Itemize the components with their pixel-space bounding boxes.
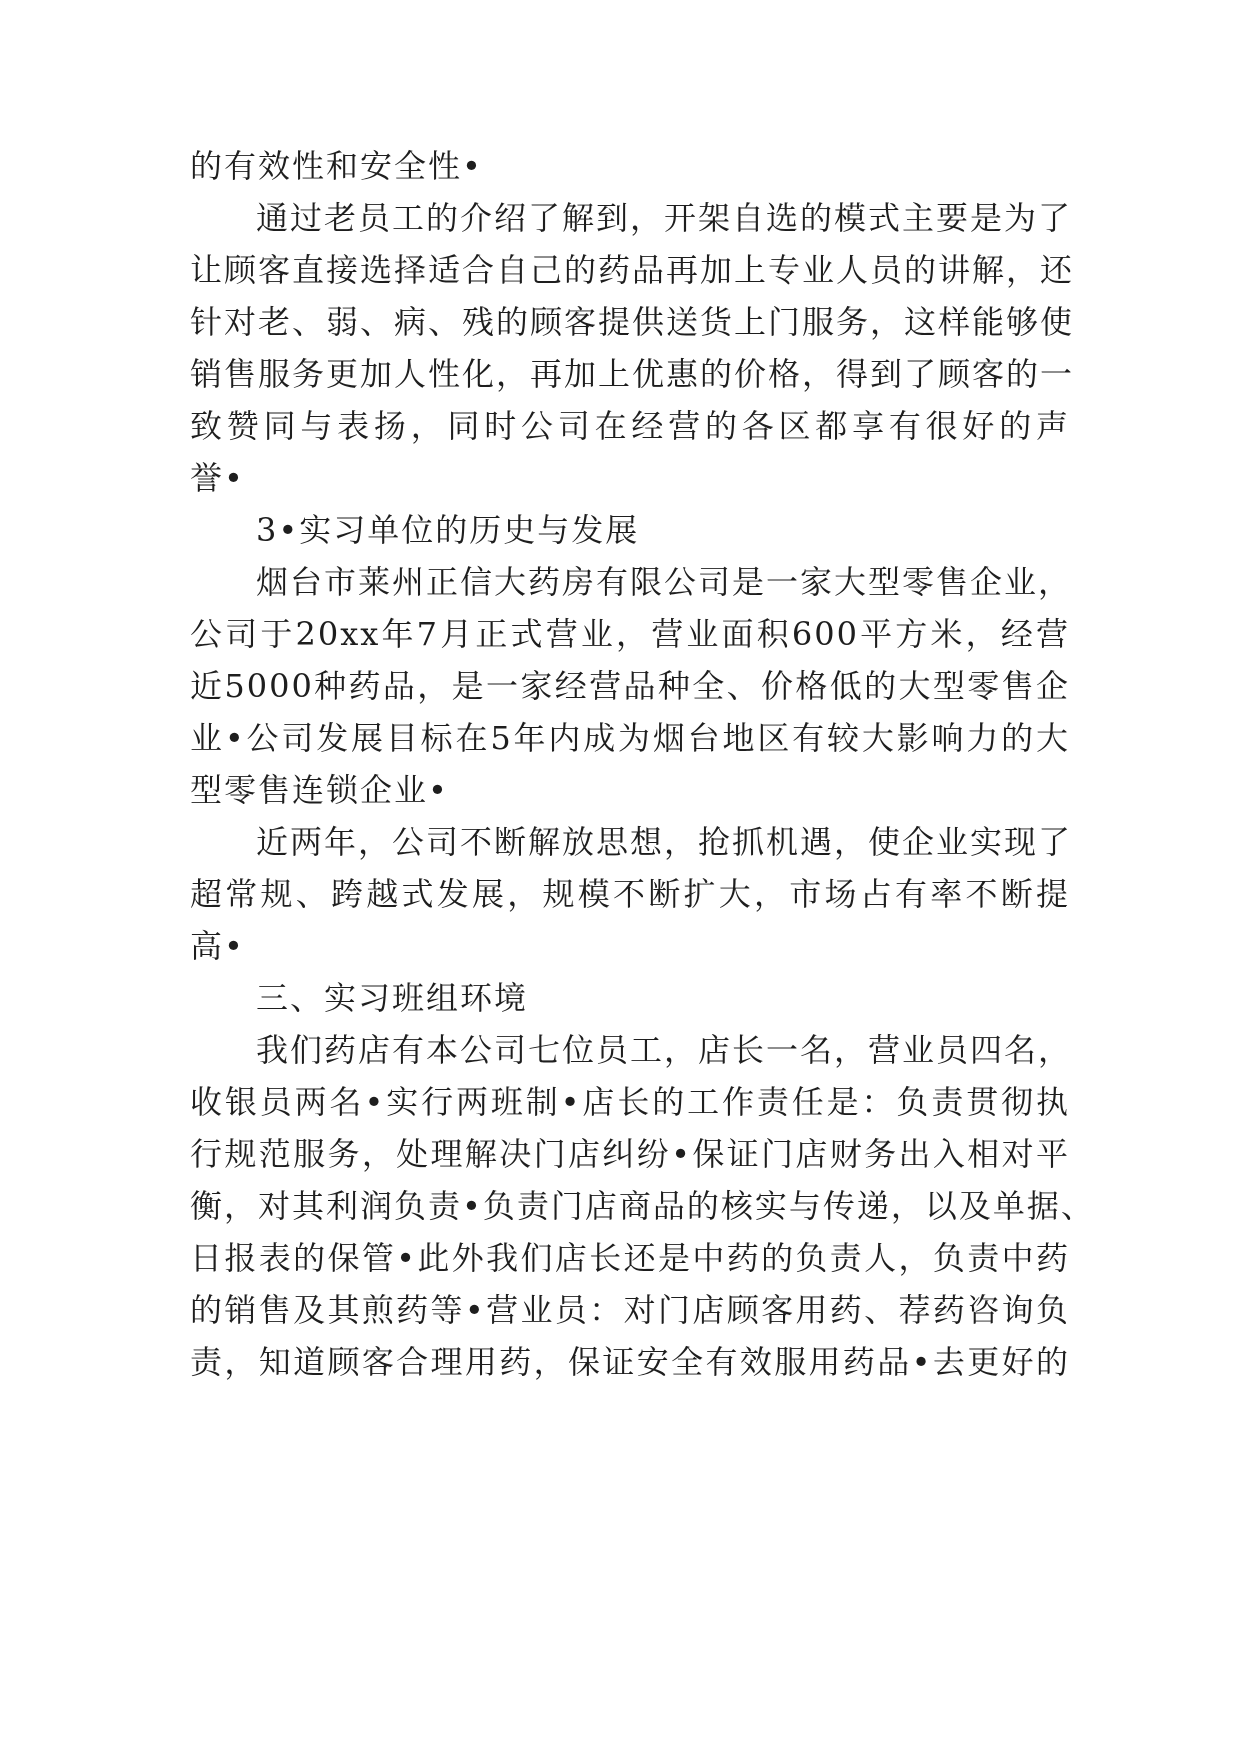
text-line: 衡，对其利润负责•负责门店商品的核实与传递，以及单据、 — [190, 1187, 1095, 1225]
text-line: 针对老、弱、病、残的顾客提供送货上门服务，这样能够使 — [190, 303, 1075, 341]
paragraph-line: 烟台市莱州正信大药房有限公司是一家大型零售企业， — [256, 563, 1073, 601]
text-line: 致赞同与表扬，同时公司在经营的各区都享有很好的声 — [190, 407, 1070, 445]
text-line: 收银员两名•实行两班制•店长的工作责任是：负责贯彻执 — [190, 1083, 1070, 1121]
text-line: 型零售连锁企业• — [190, 771, 449, 809]
text-line: 公司于20xx年7月正式营业，营业面积600平方米，经营 — [190, 615, 1070, 653]
paragraph-line: 近两年，公司不断解放思想，抢抓机遇，使企业实现了 — [256, 823, 1073, 861]
text-line: 的有效性和安全性• — [190, 147, 483, 185]
paragraph-line: 我们药店有本公司七位员工，店长一名，营业员四名， — [256, 1031, 1073, 1069]
text-line: 日报表的保管•此外我们店长还是中药的负责人，负责中药 — [190, 1239, 1070, 1277]
section-heading: 三、实习班组环境 — [256, 979, 529, 1017]
text-line: 行规范服务，处理解决门店纠纷•保证门店财务出入相对平 — [190, 1135, 1070, 1173]
text-line: 业•公司发展目标在5年内成为烟台地区有较大影响力的大 — [190, 719, 1070, 757]
text-line: 的销售及其煎药等•营业员：对门店顾客用药、荐药咨询负 — [190, 1291, 1070, 1329]
text-line: 责，知道顾客合理用药，保证安全有效服用药品•去更好的 — [190, 1343, 1070, 1381]
text-line: 销售服务更加人性化，再加上优惠的价格，得到了顾客的一 — [190, 355, 1075, 393]
text-line: 近5000种药品，是一家经营品种全、价格低的大型零售企 — [190, 667, 1070, 705]
section-heading: 3•实习单位的历史与发展 — [256, 511, 640, 549]
text-line: 誉• — [190, 459, 245, 497]
text-line: 超常规、跨越式发展，规模不断扩大，市场占有率不断提 — [190, 875, 1070, 913]
text-line: 高• — [190, 927, 245, 965]
text-line: 让顾客直接选择适合自己的药品再加上专业人员的讲解，还 — [190, 251, 1075, 289]
paragraph-line: 通过老员工的介绍了解到，开架自选的模式主要是为了 — [256, 199, 1073, 237]
